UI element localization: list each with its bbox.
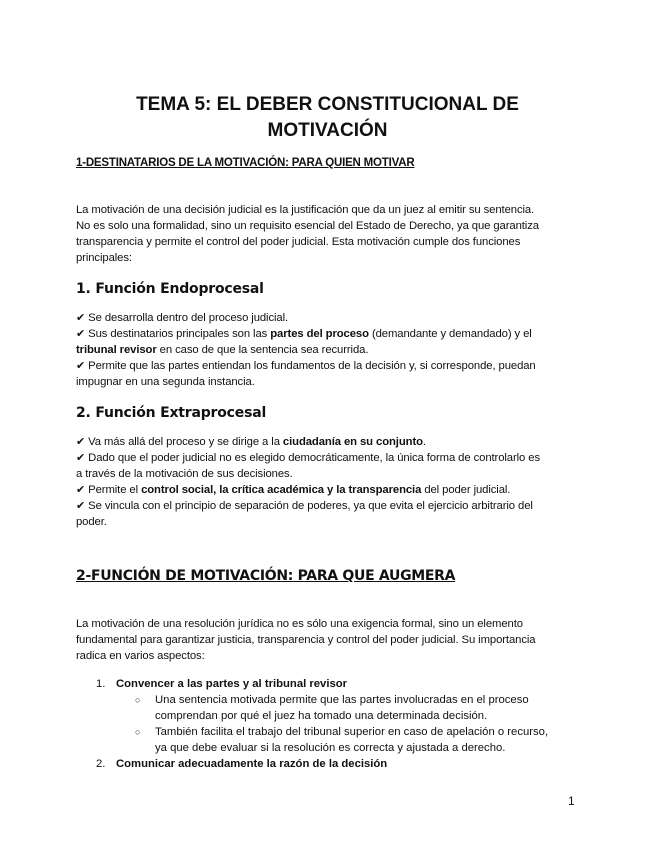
list-number: 1. [96, 678, 106, 690]
section2-heading: 2-FUNCIÓN DE MOTIVACIÓN: PARA QUE AUGMERA [76, 568, 456, 584]
list-item [76, 676, 576, 692]
bold-text: partes del proceso [270, 328, 369, 340]
title-line-1: TEMA 5: EL DEBER CONSTITUCIONAL DE [136, 94, 519, 115]
check-icon: ✔ [76, 359, 86, 372]
check-icon: ✔ [76, 451, 86, 464]
title-line-2: MOTIVACIÓN [267, 120, 388, 141]
bold-text: control social, la crítica académica y la transparencia [141, 484, 422, 496]
bold-text: tribunal revisor [76, 344, 157, 356]
text-line: impugnar en una segunda instancia. [76, 376, 255, 388]
intro-line: fundamental para garantizar justicia, transparencia y control del poder judicial. Su importancia [76, 634, 536, 646]
section1-heading: 1-DESTINATARIOS DE LA MOTIVACIÓN: PARA QUIEN MOTIVAR [76, 157, 415, 169]
page-number: 1 [568, 794, 575, 808]
func2-heading: 2. Función Extraprocesal [76, 405, 267, 421]
text: . [422, 436, 426, 448]
intro-line: La motivación de una resolución jurídica no es sólo una exigencia formal, sino un elemento [76, 618, 523, 630]
section2-intro [76, 616, 576, 664]
text-line: poder. [76, 516, 107, 528]
sub-bullet [76, 692, 576, 724]
text-line: a través de la motivación de sus decisiones. [76, 468, 293, 480]
text: Permite el [88, 484, 142, 496]
intro-line: principales: [76, 252, 132, 264]
text-line [76, 342, 576, 358]
section1-intro [76, 202, 576, 266]
check-icon: ✔ [76, 483, 86, 496]
list-item-title: Convencer a las partes y al tribunal revisor [116, 678, 348, 690]
check-icon: ✔ [76, 435, 86, 448]
func2-body [76, 434, 576, 530]
check-line [76, 482, 576, 498]
intro-line: No es solo una formalidad, sino un requisito esencial del Estado de Derecho, ya que garantiza [76, 220, 539, 232]
page-title [60, 92, 595, 144]
text: del poder judicial. [421, 484, 511, 496]
intro-line: radica en varios aspectos: [76, 650, 205, 662]
circle-bullet-icon: ○ [135, 727, 141, 737]
check-icon: ✔ [76, 327, 86, 340]
ordered-list [76, 676, 576, 772]
text: Se desarrolla dentro del proceso judicial. [88, 312, 289, 324]
check-line [76, 310, 576, 326]
check-line [76, 434, 576, 450]
text: Sus destinatarios principales son las [88, 328, 271, 340]
text: Permite que las partes entiendan los fundamentos de la decisión y, si corresponde, puedan [88, 360, 536, 372]
func1-body [76, 310, 576, 390]
check-icon: ✔ [76, 311, 86, 324]
text: Va más allá del proceso y se dirige a la [88, 436, 283, 448]
text-line: comprendan por qué el juez ha tomado una determinada decisión. [155, 710, 488, 722]
text-line: ya que debe evaluar si la resolución es correcta y ajustada a derecho. [155, 742, 506, 754]
check-line [76, 450, 576, 466]
check-line [76, 326, 576, 342]
func1-heading: 1. Función Endoprocesal [76, 281, 264, 297]
check-icon: ✔ [76, 499, 86, 512]
intro-line: La motivación de una decisión judicial es la justificación que da un juez al emitir su sentencia. [76, 204, 535, 216]
check-line [76, 358, 576, 374]
sub-bullet [76, 724, 576, 756]
circle-bullet-icon: ○ [135, 695, 141, 705]
text: en caso de que la sentencia sea recurrida. [156, 344, 369, 356]
intro-line: transparencia y permite el control del poder judicial. Esta motivación cumple dos funciones [76, 236, 521, 248]
list-item-title: Comunicar adecuadamente la razón de la decisión [116, 758, 388, 770]
list-item [76, 756, 576, 772]
text-line: Una sentencia motivada permite que las partes involucradas en el proceso [155, 694, 529, 706]
bold-text: ciudadanía en su conjunto [282, 436, 423, 448]
text: Se vincula con el principio de separación de poderes, ya que evita el ejercicio arbitrario del [88, 500, 533, 512]
list-number: 2. [96, 758, 106, 770]
text-line: También facilita el trabajo del tribunal superior en caso de apelación o recurso, [155, 726, 549, 738]
check-line [76, 498, 576, 514]
text: (demandante y demandado) y el [368, 328, 532, 340]
text: Dado que el poder judicial no es elegido democráticamente, la única forma de controlarlo es [88, 452, 541, 464]
